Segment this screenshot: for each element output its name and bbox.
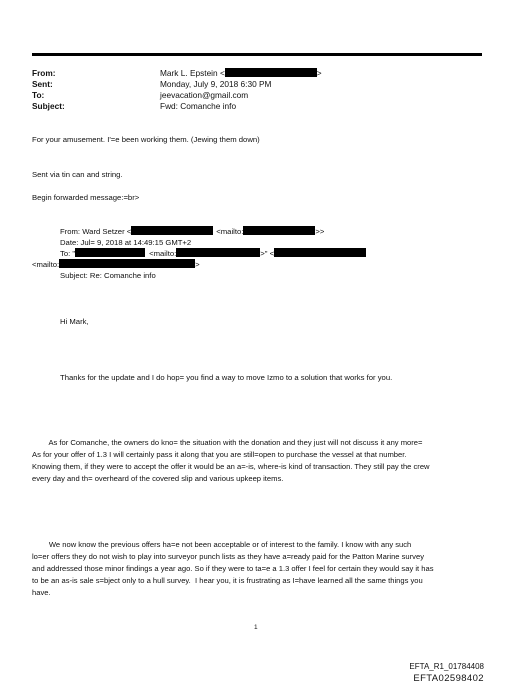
forwarded-from-close: >> [315,227,325,236]
forwarded-mailto-close: > [195,260,200,269]
forwarded-to-prefix: To: " [60,249,76,258]
forwarded-mailto: <mailto: [216,227,244,236]
forwarded-from-prefix: From: Ward Setzer < [60,227,132,236]
paragraph-line: As for Comanche, the owners do kno= the situation with the donation and they just will not discuss it any more= [32,438,423,447]
from-name: Mark L. Epstein < [160,68,225,78]
paragraph-line: and addressed those minor findings a year ago. So if they were to ta=e a 1.3 offer I feel for certain they would say it has [32,564,434,573]
paragraph-line: Knowing them, if they were to accept the offer it would be an a=-is, where-is kind of transaction. They still pay the crew [32,462,430,471]
redaction-block [75,248,145,257]
paragraph-line: We now know the previous offers ha=e not been acceptable or of interest to the family. I know with any such [32,540,412,549]
forwarded-quote-close: >" < [260,249,275,258]
bates-number-large: EFTA02598402 [413,673,484,684]
paragraph-line: to be an as-is sale s=bject only to a hull survey. I hear you, it is frustrating as I=have learned all the same things you [32,576,423,585]
begin-forwarded-line: Begin forwarded message:=br> [32,193,140,202]
forwarded-mailto: <mailto: [32,260,60,269]
forwarded-mailto-line [32,259,200,271]
sent-value: Monday, July 9, 2018 6:30 PM [160,79,272,89]
redaction-block [243,226,315,235]
from-value [160,68,322,79]
page-number: 1 [254,624,258,631]
forwarded-mailto: <mailto: [149,249,177,258]
greeting-line: Hi Mark, [60,317,89,326]
subject-value: Fwd: Comanche info [160,101,237,111]
forwarded-to-line [60,248,366,260]
paragraph-line: As for your offer of 1.3 I will certainly pass it along that you are still=open to purchase the vessel at that number. [32,450,407,459]
thanks-line: Thanks for the update and I do hop= you find a way to move Izmo to a solution that works for you. [60,373,393,382]
to-value: jeevacation@gmail.com [160,90,249,100]
forwarded-from-line [60,226,324,238]
from-close: > [316,68,322,78]
header-divider-line [32,53,482,56]
paragraph-line: lo=er offers they do not wish to play into surveyor punch lists as they have a=ready paid for the Patton Marine survey [32,552,424,561]
paragraph-line: every day and th= overheard of the covered slip and various upkeep items. [32,474,284,483]
sent-via-line: Sent via tin can and string. [32,170,123,179]
redaction-block [176,248,260,257]
paragraph-line: have. [32,588,51,597]
redaction-block [131,226,213,235]
redaction-block [225,68,317,77]
bates-number-small: EFTA_R1_01784408 [409,662,484,671]
redaction-block [274,248,366,257]
from-label: From: [32,68,56,78]
to-label: To: [32,90,45,100]
redaction-block [59,259,195,268]
forwarded-subject-line: Subject: Re: Comanche info [60,271,156,280]
sent-label: Sent: [32,79,53,89]
subject-label: Subject: [32,101,65,111]
forwarded-date-line: Date: Jul= 9, 2018 at 14:49:15 GMT+2 [60,238,192,247]
amusement-line: For your amusement. I'=e been working them. (Jewing them down) [32,135,260,144]
